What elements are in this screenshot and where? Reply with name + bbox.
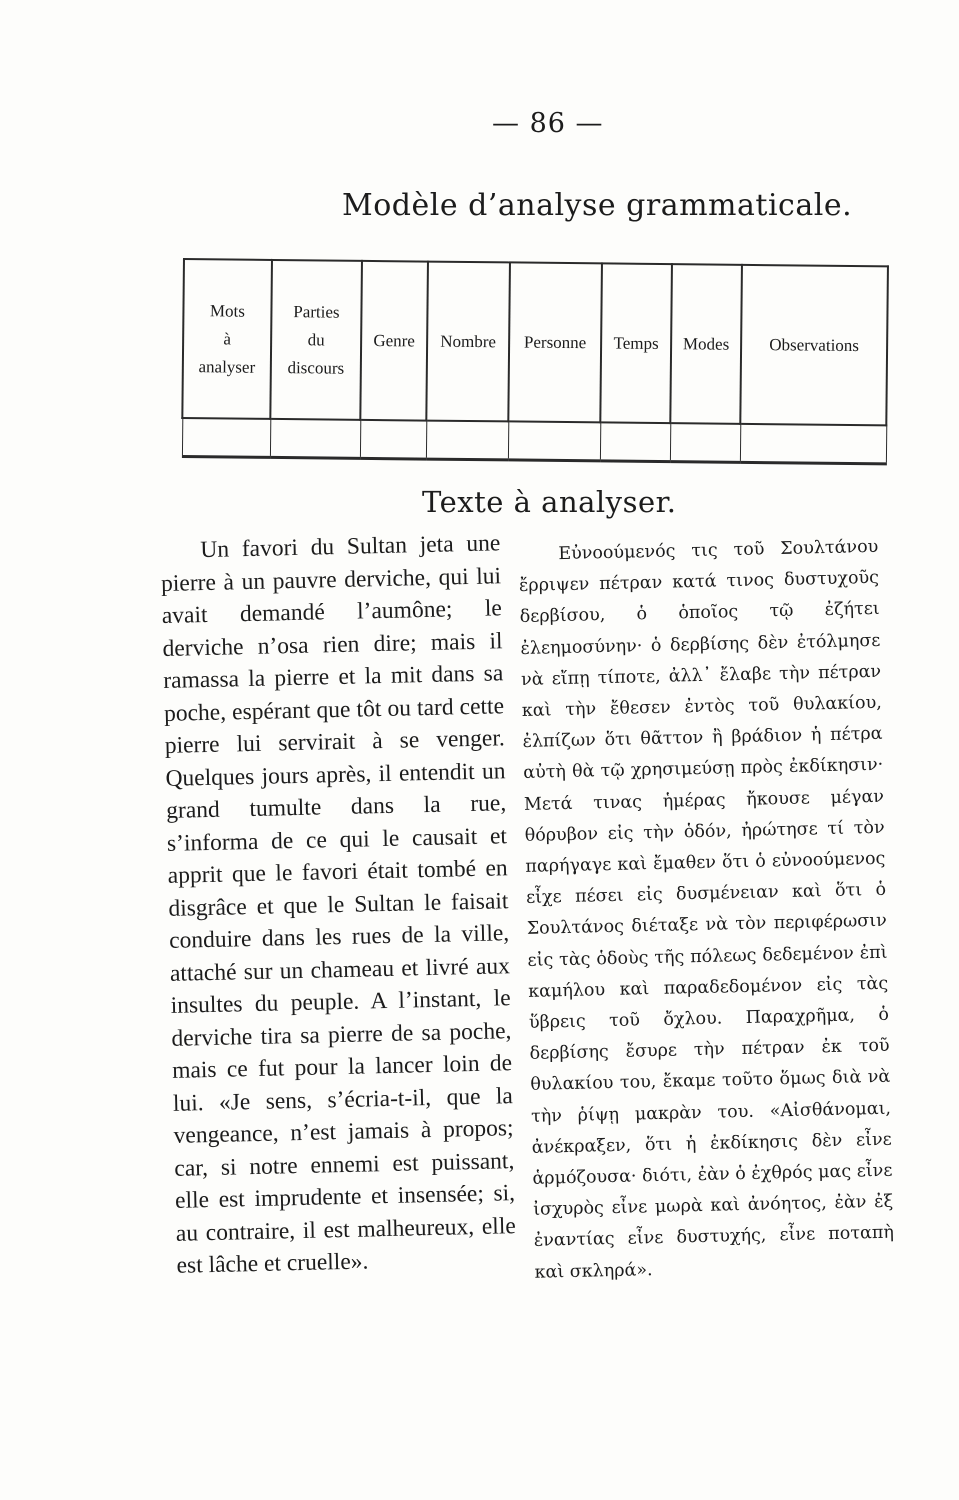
analysis-table — [181, 258, 889, 465]
table-cell — [600, 422, 670, 461]
header-nombre: Nombre — [426, 262, 510, 422]
page-number: — 86 — — [492, 108, 604, 139]
header-temps: Temps — [600, 263, 672, 423]
header-observations: Observations — [740, 265, 888, 426]
page-title: Modèle d’analyse grammaticale. — [342, 188, 853, 223]
table-cell — [360, 420, 426, 459]
header-line: Parties — [293, 301, 340, 322]
french-text-column — [160, 527, 517, 1282]
table-blank-row — [182, 418, 886, 464]
table-cell — [426, 421, 508, 460]
table-cell — [508, 421, 600, 460]
greek-paragraph: Εὐνοούμενός τις τοῦ Σουλτάνου ἔρριψεν πέτραν κατά τινος δυστυχοῦς δερβίσου, ὁ ὁποῖος τῷ ἐζήτει ἐλεημοσύνην· ὁ δερβίσης δὲν ἐτόλμησε νὰ εἴπῃ τίποτε, ἀλλ᾽ ἔλαβε τὴν πέτραν καὶ τὴν ἔθεσεν ἐντὸς τοῦ θυλακίου, ἐλπίζων ὅτι θᾶττον ἢ βράδιον ἡ πέτρα αὐτὴ θὰ τῷ χρησιμεύσῃ πρὸς ἐκδίκησιν· Μετά τινας ἡμέρας ἤκουσε μέγαν θόρυβον εἰς τὴν ὁδόν, ἠρώτησε τί τὸν παρήγαγε καὶ ἔμαθεν ὅτι ὁ εὐνοούμενος εἶχε πέσει εἰς δυσμένειαν καὶ ὅτι ὁ Σουλτάνος διέταξε νὰ τὸν περιφέρωσιν εἰς τὰς ὁδοὺς τῆς πόλεως δεδεμένον ἐπὶ καμήλου καὶ παραδεδομένον εἰς τὰς ὕβρεις τοῦ ὄχλου. Παραχρῆμα, ὁ δερβίσης ἔσυρε τὴν πέτραν ἐκ τοῦ θυλακίου του, ἔκαμε τοῦτο ὅμως διὰ νὰ τὴν ῥίψῃ μακρὰν του. «Αἰσθάνομαι, ἀνέκραξεν, ὅτι ἡ ἐκδίκησις δὲν εἶνε ἁρμόζουσα· διότι, ἐὰν ὁ ἐχθρός μας εἶνε ἰσχυρὸς εἶνε μωρὰ καὶ ἀνόητος, ἐὰν ἐξ ἐναντίας εἶνε δυστυχής, εἶνε ποταπὴ καὶ σκληρά». — [518, 536, 895, 1283]
header-genre: Genre — [360, 261, 428, 421]
header-line: discours — [287, 357, 345, 378]
header-personne: Personne — [508, 262, 602, 422]
table-cell — [182, 418, 270, 457]
section-subtitle: Texte à analyser. — [422, 485, 677, 519]
header-mots — [182, 259, 272, 419]
header-modes: Modes — [670, 264, 742, 424]
header-line: du — [307, 329, 325, 349]
header-line: Mots — [209, 300, 246, 321]
header-line: analyser — [198, 356, 256, 377]
table-cell — [670, 423, 740, 462]
header-line: à — [223, 328, 232, 349]
greek-text-column — [518, 532, 895, 1289]
table-cell — [270, 419, 360, 458]
french-paragraph: Un favori du Sultan jeta une pierre à un pauvre derviche, qui lui avait demandé l’aumône; le derviche n’osa rien dire; mais il ramassa la pierre et la mit dans sa poche, espérant que tôt ou tard cette pierre lui servirait à se venger. Quelques jours après, il entendit un grand tumulte dans la rue, s’informa de ce qui le causait et apprit que le favori était tombé en disgrâce et que le Sultan le faisait conduire dans les rues de la ville, attaché sur un chameau et livré aux insultes du peuple. A l’instant, le derviche tira sa pierre de sa poche, mais ce fut pour la lancer loin de lui. «Je sens, s’écria-t-il, que la vengeance, n’est jamais à propos; car, si notre ennemi est puissant, elle est imprudente et insensée; si, au contraire, il est malheureux, elle est lâche et cruelle». — [160, 530, 517, 1279]
table-header-row — [182, 259, 888, 425]
table-cell — [740, 424, 886, 464]
header-parties — [270, 260, 362, 420]
